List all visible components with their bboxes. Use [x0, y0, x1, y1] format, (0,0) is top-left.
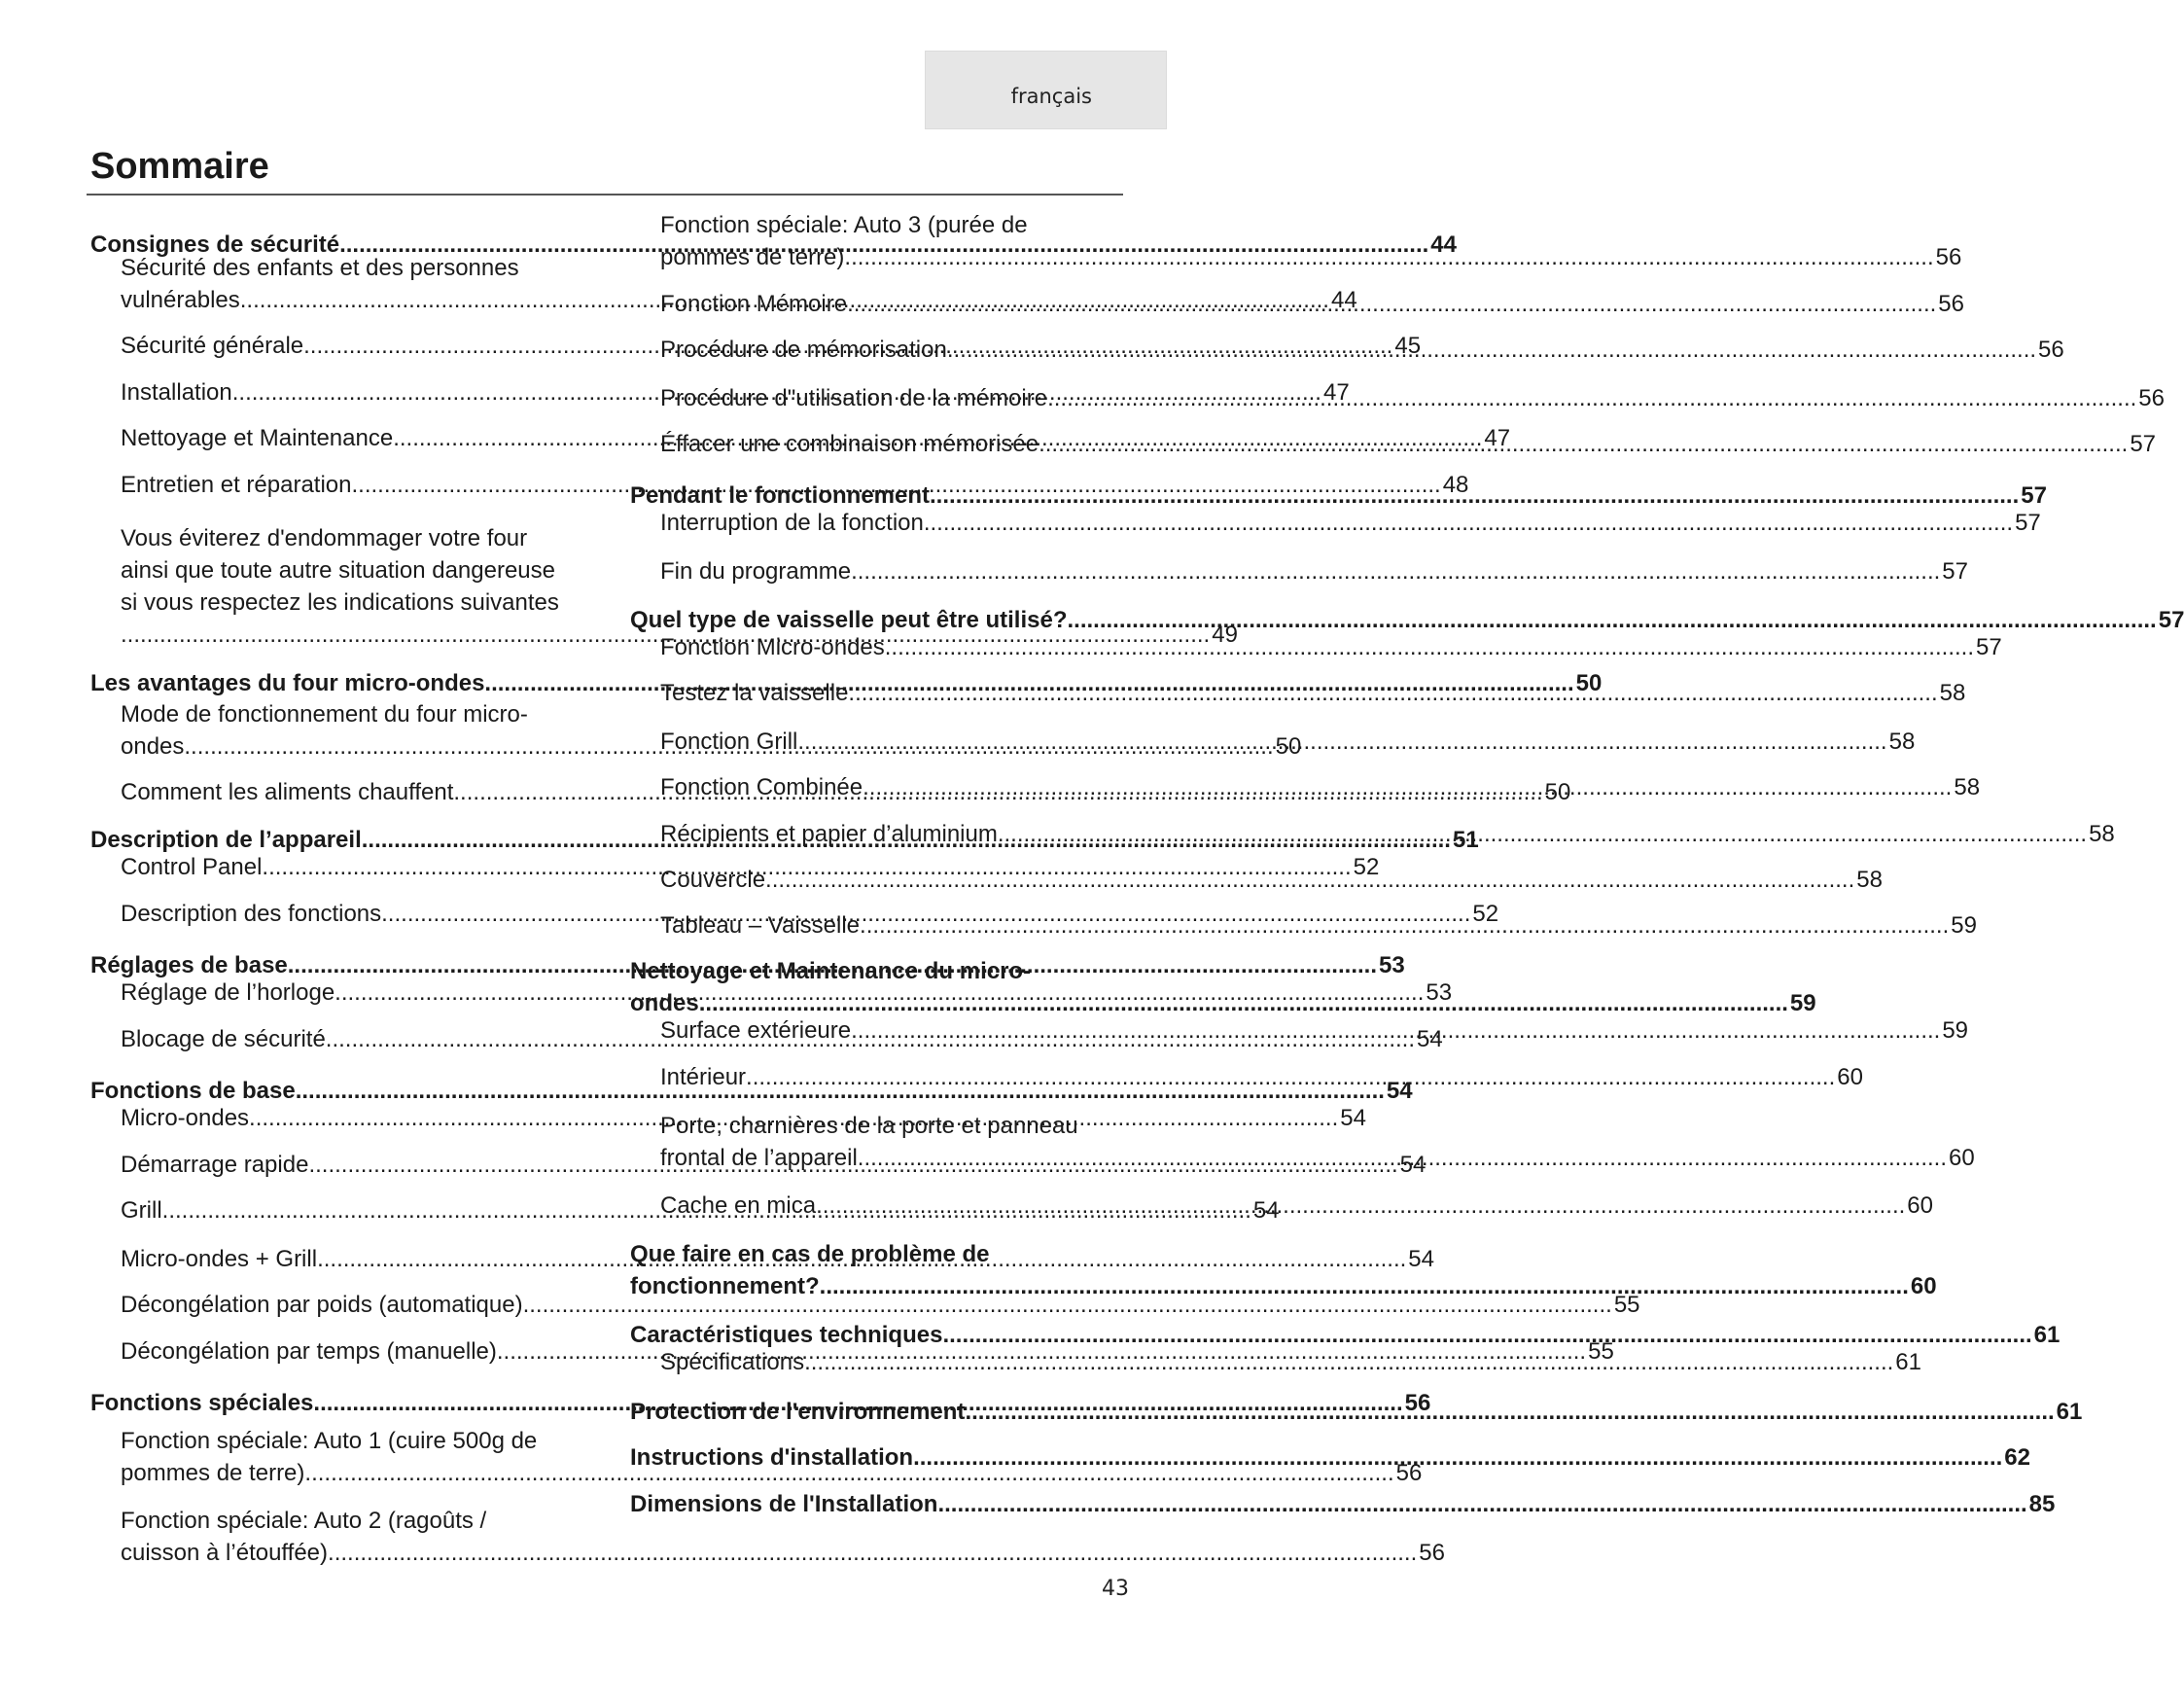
toc-entry-title: Spécifications: [660, 1349, 805, 1375]
toc-entry-title: Fonction Combinée: [660, 774, 863, 800]
toc-entry-title: Éffacer une combinaison mémorisée: [660, 431, 1039, 457]
toc-dot-leader: [848, 677, 1937, 709]
toc-page-number: 58: [1888, 729, 1916, 755]
toc-entry-title: ondes: [630, 990, 699, 1016]
toc-page-number: 54: [1417, 1026, 1443, 1052]
toc-dot-leader: [965, 1396, 2054, 1428]
toc-entry-title: Testez la vaisselle: [660, 680, 849, 706]
toc-entry-title: vulnérables: [121, 287, 240, 313]
toc-entry-title: frontal de l’appareil: [660, 1145, 858, 1171]
toc-page-number: 56: [1935, 244, 1962, 270]
toc-page-number: 57: [1942, 558, 1968, 585]
toc-entry-title: Installation: [121, 379, 232, 406]
toc-page-number: 54: [1408, 1246, 1434, 1272]
toc-page-number: 58: [1954, 774, 1981, 800]
toc-entry-title-line: Fonction spéciale: Auto 3 (purée de: [660, 212, 1028, 238]
toc-page-number: 52: [1353, 854, 1380, 880]
toc-dot-leader: [765, 864, 1854, 896]
toc-entry-title: Procédure de mémorisation: [660, 337, 947, 363]
toc-dot-leader: [746, 1061, 1835, 1093]
toc-page-number: 55: [1588, 1338, 1614, 1365]
toc-page-number: 50: [1575, 670, 1603, 696]
page-number: 43: [1102, 1577, 1129, 1601]
toc-entry-title: Comment les aliments chauffent: [121, 779, 454, 805]
toc-dot-leader: [820, 1270, 1909, 1302]
toc-entry-title-line: Sécurité des enfants et des personnes: [121, 255, 519, 281]
toc-entry-title: Décongélation par temps (manuelle): [121, 1338, 497, 1365]
toc-entry-title: Intérieur: [660, 1064, 747, 1090]
toc-entry-title: Réglage de l’horloge: [121, 979, 335, 1006]
toc-entry-title-line: Que faire en cas de problème de: [630, 1241, 990, 1267]
toc-page-number: 57: [1975, 634, 2002, 660]
toc-page-number: 50: [1275, 733, 1302, 760]
toc-page-number: 56: [1938, 291, 1964, 317]
toc-page-number: 47: [1322, 379, 1350, 406]
toc-page-number: 59: [1789, 990, 1816, 1016]
language-label: français: [1010, 85, 1092, 108]
page-title: Sommaire: [90, 146, 269, 187]
toc-dot-leader: [1047, 382, 2136, 414]
toc-entry-title: Grill: [121, 1197, 162, 1224]
toc-entry-title: fonctionnement?: [630, 1273, 820, 1299]
toc-entry-title-line: Fonction spéciale: Auto 2 (ragoûts /: [121, 1508, 487, 1534]
toc-entry-title: Description de l’appareil: [90, 827, 362, 853]
toc-page-number: 56: [2138, 385, 2165, 411]
toc-page-number: 58: [2089, 821, 2115, 847]
toc-page-number: 45: [1394, 333, 1422, 359]
toc-page-number: 49: [1212, 622, 1238, 648]
toc-entry-title: Micro-ondes: [121, 1105, 250, 1131]
toc-page-number: 54: [1386, 1078, 1413, 1104]
toc-entry-title: Fin du programme: [660, 558, 852, 585]
toc-subsection-entry[interactable]: [121, 1505, 1445, 1569]
toc-dot-leader: [797, 726, 1886, 758]
toc-entry-title: Couvercle: [660, 867, 766, 893]
toc-page-number: 57: [2158, 607, 2184, 633]
toc-entry-title-line: Nettoyage et Maintenance du micro-: [630, 958, 1032, 984]
toc-entry-title: Procédure d"utilisation de la mémoire: [660, 385, 1048, 411]
toc-page-number: 53: [1378, 952, 1405, 978]
toc-entry-title: cuisson à l’étouffée): [121, 1540, 329, 1566]
toc-entry-title: Cache en mica: [660, 1192, 817, 1219]
toc-entry-title: Décongélation par poids (automatique): [121, 1292, 523, 1318]
toc-page-number: 57: [2021, 482, 2047, 509]
toc-dot-leader: [998, 818, 2087, 850]
toc-entry-title: Réglages de base: [90, 952, 288, 978]
toc-page-number: 54: [1340, 1105, 1366, 1131]
toc-entry-title: Blocage de sécurité: [121, 1026, 326, 1052]
toc-page-number: 58: [1856, 867, 1883, 893]
toc-entry-title: Les avantages du four micro-ondes: [90, 670, 485, 696]
toc-entry-title: Tableau – Vaisselle: [660, 912, 861, 939]
toc-dot-leader: [847, 288, 1936, 320]
toc-page-number: 44: [1330, 287, 1357, 313]
toc-entry-title-line: ainsi que toute autre situation dangereuse: [121, 557, 555, 584]
toc-dot-leader: [851, 555, 1940, 587]
toc-entry-title-line: si vous respectez les indications suivantes: [121, 589, 559, 616]
toc-entry-title: Fonction Mémoire: [660, 291, 848, 317]
toc-subsection-entry[interactable]: [121, 1289, 1640, 1321]
toc-page-number: 47: [1484, 425, 1511, 451]
toc-entry-title: pommes de terre): [660, 244, 845, 270]
toc-page-number: 55: [1613, 1292, 1640, 1318]
toc-entry-title: Control Panel: [121, 854, 263, 880]
toc-section-entry[interactable]: [630, 1488, 2056, 1520]
toc-entry-title: Instructions d'installation: [630, 1444, 914, 1471]
toc-page-number: 56: [1404, 1390, 1431, 1416]
toc-page-number: 48: [1442, 472, 1469, 498]
toc-entry-title: Protection de l'environnement: [630, 1399, 966, 1425]
toc-page-number: 61: [2056, 1399, 2083, 1425]
toc-entry-title: pommes de terre): [121, 1460, 305, 1486]
toc-dot-leader: [844, 241, 1933, 273]
toc-entry-title: Fonction Grill: [660, 729, 798, 755]
toc-entry-title: Interruption de la fonction: [660, 510, 924, 536]
toc-page-number: 51: [1452, 827, 1479, 853]
toc-dot-leader: [858, 1142, 1947, 1174]
toc-entry-title: Pendant le fonctionnement: [630, 482, 931, 509]
toc-dot-leader: [804, 1346, 1893, 1378]
toc-entry-title: Entretien et réparation: [121, 472, 352, 498]
toc-dot-leader: [863, 771, 1952, 803]
toc-entry-title: Dimensions de l'Installation: [630, 1491, 938, 1517]
toc-page-number: 59: [1951, 912, 1977, 939]
toc-page-number: 57: [2130, 431, 2157, 457]
toc-page-number: 62: [2004, 1444, 2030, 1471]
toc-page-number: 56: [2038, 337, 2064, 363]
toc-dot-leader: [885, 631, 1974, 663]
toc-dot-leader: [851, 1014, 1940, 1047]
toc-entry-title: Récipients et papier d’aluminium: [660, 821, 998, 847]
toc-entry-title-line: Vous éviterez d'endommager votre four: [121, 525, 528, 551]
toc-dot-leader: [816, 1190, 1905, 1222]
toc-entry-title: Description des fonctions: [121, 901, 382, 927]
toc-page-number: 59: [1942, 1017, 1969, 1044]
toc-page-number: 61: [1895, 1349, 1921, 1375]
toc-page-number: 85: [2028, 1491, 2056, 1517]
toc-entry-title: Démarrage rapide: [121, 1152, 309, 1178]
toc-subsection-entry[interactable]: [660, 555, 1968, 587]
toc-page-number: 57: [2015, 510, 2041, 536]
toc-entry-title: Fonctions de base: [90, 1078, 296, 1104]
toc-page-number: 52: [1472, 901, 1499, 927]
toc-entry-title-line: Fonction spéciale: Auto 1 (cuire 500g de: [121, 1428, 538, 1454]
toc-dot-leader: [947, 334, 2036, 366]
toc-entry-title: Nettoyage et Maintenance: [121, 425, 394, 451]
toc-entry-title: Quel type de vaisselle peut être utilisé?: [630, 607, 1068, 633]
toc-entry-title: Fonction Micro-ondes: [660, 634, 885, 660]
toc-entry-title: Sécurité générale: [121, 333, 304, 359]
toc-page-number: 44: [1430, 231, 1457, 258]
toc-page-number: 60: [1907, 1192, 1933, 1219]
toc-page-number: 56: [1419, 1540, 1445, 1566]
toc-entry-title-line: Porte, charnières de la porte et panneau: [660, 1113, 1078, 1139]
toc-page-number: 53: [1426, 979, 1453, 1006]
toc-entry-title: Surface extérieure: [660, 1017, 852, 1044]
toc-page-number: 58: [1939, 680, 1966, 706]
toc-dot-leader: [328, 1537, 1417, 1569]
toc-entry-title-line: Mode de fonctionnement du four micro-: [121, 701, 528, 728]
toc-page-number: 54: [1399, 1152, 1427, 1178]
toc-entry-title: Caractéristiques techniques: [630, 1322, 943, 1348]
toc-entry-title: Consignes de sécurité: [90, 231, 340, 258]
toc-entry-title: Fonctions spéciales: [90, 1390, 314, 1416]
toc-entry-title: ondes: [121, 733, 185, 760]
toc-page-number: 60: [1910, 1273, 1937, 1299]
title-divider: [87, 194, 1123, 195]
toc-page-number: 60: [1837, 1064, 1863, 1090]
toc-dot-leader: [913, 1441, 2002, 1474]
toc-page-number: 54: [1252, 1197, 1280, 1224]
toc-page-number: 60: [1949, 1145, 1975, 1171]
toc-page-number: 56: [1395, 1460, 1423, 1486]
toc-dot-leader: [937, 1488, 2026, 1520]
toc-page-number: 61: [2033, 1322, 2061, 1348]
toc-dot-leader: [1039, 428, 2128, 460]
toc-dot-leader: [860, 909, 1949, 942]
toc-dot-leader: [924, 507, 2013, 539]
toc-subsection-entry[interactable]: [660, 507, 2041, 539]
toc-entry-title: Micro-ondes + Grill: [121, 1246, 318, 1272]
language-tab[interactable]: [925, 51, 1167, 129]
toc-page-number: 50: [1544, 779, 1571, 805]
